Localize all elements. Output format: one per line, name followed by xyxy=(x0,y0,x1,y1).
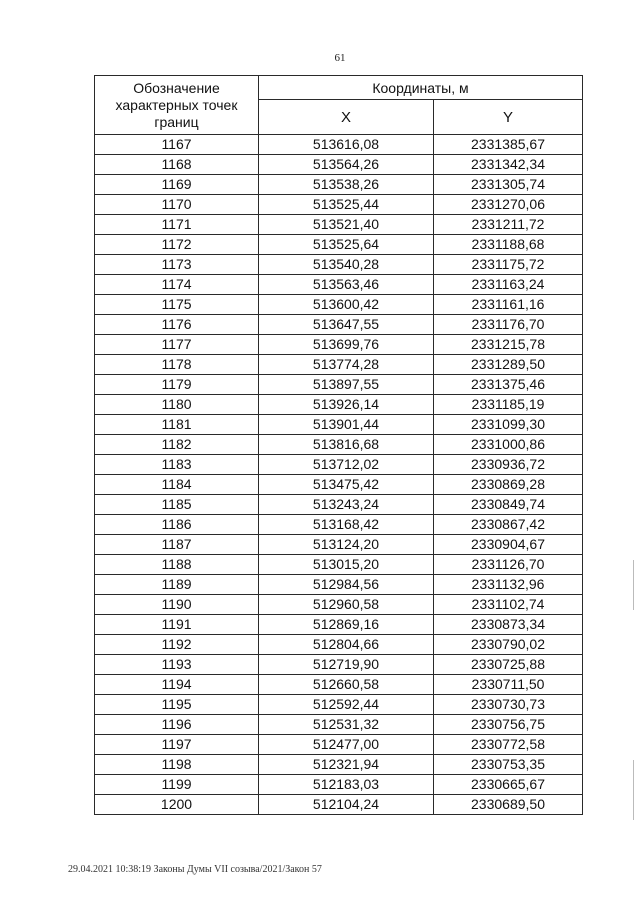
table-row xyxy=(95,495,583,515)
point-column-header: Обозначение характерных точек границ xyxy=(95,76,259,135)
y-coordinate-cell: 2331163,24 xyxy=(434,275,583,295)
table-row xyxy=(95,215,583,235)
point-cell: 1168 xyxy=(95,155,259,175)
table-header xyxy=(95,76,583,135)
point-cell: 1197 xyxy=(95,735,259,755)
table-row xyxy=(95,635,583,655)
x-coordinate-cell: 513243,24 xyxy=(259,495,434,515)
x-coordinate-cell: 513901,44 xyxy=(259,415,434,435)
y-coordinate-cell: 2330869,28 xyxy=(434,475,583,495)
coordinates-table xyxy=(94,75,583,815)
y-coordinate-cell: 2330936,72 xyxy=(434,455,583,475)
point-cell: 1176 xyxy=(95,315,259,335)
y-coordinate-cell: 2330756,75 xyxy=(434,715,583,735)
table-row xyxy=(95,395,583,415)
point-cell: 1169 xyxy=(95,175,259,195)
point-cell: 1172 xyxy=(95,235,259,255)
x-coordinate-cell: 513563,46 xyxy=(259,275,434,295)
y-coordinate-cell: 2331270,06 xyxy=(434,195,583,215)
point-cell: 1173 xyxy=(95,255,259,275)
y-coordinate-cell: 2331342,34 xyxy=(434,155,583,175)
y-column-header: Y xyxy=(434,100,583,135)
y-coordinate-cell: 2331102,74 xyxy=(434,595,583,615)
x-coordinate-cell: 513525,64 xyxy=(259,235,434,255)
table-row xyxy=(95,295,583,315)
point-cell: 1179 xyxy=(95,375,259,395)
point-cell: 1186 xyxy=(95,515,259,535)
y-coordinate-cell: 2331188,68 xyxy=(434,235,583,255)
coordinates-header: Координаты, м xyxy=(259,76,583,100)
point-cell: 1171 xyxy=(95,215,259,235)
y-coordinate-cell: 2330790,02 xyxy=(434,635,583,655)
point-cell: 1193 xyxy=(95,655,259,675)
point-cell: 1187 xyxy=(95,535,259,555)
y-coordinate-cell: 2331176,70 xyxy=(434,315,583,335)
y-coordinate-cell: 2331126,70 xyxy=(434,555,583,575)
point-cell: 1200 xyxy=(95,795,259,815)
y-coordinate-cell: 2330753,35 xyxy=(434,755,583,775)
x-coordinate-cell: 512477,00 xyxy=(259,735,434,755)
y-coordinate-cell: 2331305,74 xyxy=(434,175,583,195)
x-coordinate-cell: 513015,20 xyxy=(259,555,434,575)
x-coordinate-cell: 512660,58 xyxy=(259,675,434,695)
table-row xyxy=(95,335,583,355)
x-coordinate-cell: 512592,44 xyxy=(259,695,434,715)
y-coordinate-cell: 2330711,50 xyxy=(434,675,583,695)
table-row xyxy=(95,755,583,775)
document-footer: 29.04.2021 10:38:19 Законы Думы VII созыва/2021/Закон 57 xyxy=(68,864,322,875)
point-cell: 1191 xyxy=(95,615,259,635)
point-cell: 1174 xyxy=(95,275,259,295)
x-coordinate-cell: 512804,66 xyxy=(259,635,434,655)
table-row xyxy=(95,735,583,755)
point-cell: 1170 xyxy=(95,195,259,215)
table-row xyxy=(95,255,583,275)
y-coordinate-cell: 2330904,67 xyxy=(434,535,583,555)
x-coordinate-cell: 513712,02 xyxy=(259,455,434,475)
x-coordinate-cell: 513564,26 xyxy=(259,155,434,175)
y-coordinate-cell: 2331185,19 xyxy=(434,395,583,415)
point-cell: 1198 xyxy=(95,755,259,775)
y-coordinate-cell: 2330665,67 xyxy=(434,775,583,795)
x-coordinate-cell: 512869,16 xyxy=(259,615,434,635)
point-cell: 1190 xyxy=(95,595,259,615)
x-coordinate-cell: 513521,40 xyxy=(259,215,434,235)
x-coordinate-cell: 512104,24 xyxy=(259,795,434,815)
x-coordinate-cell: 513897,55 xyxy=(259,375,434,395)
table-row xyxy=(95,195,583,215)
table-row xyxy=(95,415,583,435)
point-cell: 1188 xyxy=(95,555,259,575)
table-row xyxy=(95,775,583,795)
x-coordinate-cell: 513475,42 xyxy=(259,475,434,495)
table-row xyxy=(95,435,583,455)
table-row xyxy=(95,675,583,695)
y-coordinate-cell: 2331375,46 xyxy=(434,375,583,395)
point-cell: 1185 xyxy=(95,495,259,515)
point-cell: 1181 xyxy=(95,415,259,435)
y-coordinate-cell: 2331132,96 xyxy=(434,575,583,595)
table-row xyxy=(95,595,583,615)
y-coordinate-cell: 2331175,72 xyxy=(434,255,583,275)
x-coordinate-cell: 513616,08 xyxy=(259,135,434,155)
point-cell: 1199 xyxy=(95,775,259,795)
table-row xyxy=(95,795,583,815)
y-coordinate-cell: 2331385,67 xyxy=(434,135,583,155)
x-coordinate-cell: 513600,42 xyxy=(259,295,434,315)
x-coordinate-cell: 513538,26 xyxy=(259,175,434,195)
x-coordinate-cell: 513540,28 xyxy=(259,255,434,275)
point-cell: 1184 xyxy=(95,475,259,495)
table-row xyxy=(95,455,583,475)
table-row xyxy=(95,515,583,535)
point-cell: 1183 xyxy=(95,455,259,475)
y-coordinate-cell: 2331000,86 xyxy=(434,435,583,455)
y-coordinate-cell: 2330725,88 xyxy=(434,655,583,675)
table-body xyxy=(95,135,583,815)
scan-edge-mark xyxy=(633,760,634,820)
table-row xyxy=(95,235,583,255)
point-cell: 1180 xyxy=(95,395,259,415)
x-coordinate-cell: 513525,44 xyxy=(259,195,434,215)
x-coordinate-cell: 512183,03 xyxy=(259,775,434,795)
x-coordinate-cell: 513647,55 xyxy=(259,315,434,335)
x-coordinate-cell: 513168,42 xyxy=(259,515,434,535)
x-coordinate-cell: 513699,76 xyxy=(259,335,434,355)
table-row xyxy=(95,535,583,555)
x-coordinate-cell: 513124,20 xyxy=(259,535,434,555)
x-coordinate-cell: 512321,94 xyxy=(259,755,434,775)
point-cell: 1196 xyxy=(95,715,259,735)
table-row xyxy=(95,355,583,375)
x-column-header: X xyxy=(259,100,434,135)
table-row xyxy=(95,655,583,675)
x-coordinate-cell: 513926,14 xyxy=(259,395,434,415)
y-coordinate-cell: 2331161,16 xyxy=(434,295,583,315)
y-coordinate-cell: 2331215,78 xyxy=(434,335,583,355)
point-cell: 1177 xyxy=(95,335,259,355)
x-coordinate-cell: 512531,32 xyxy=(259,715,434,735)
point-cell: 1167 xyxy=(95,135,259,155)
table-row xyxy=(95,695,583,715)
page-number: 61 xyxy=(334,52,346,64)
table-row xyxy=(95,715,583,735)
x-coordinate-cell: 512719,90 xyxy=(259,655,434,675)
y-coordinate-cell: 2331289,50 xyxy=(434,355,583,375)
x-coordinate-cell: 513816,68 xyxy=(259,435,434,455)
table-row xyxy=(95,615,583,635)
table-row xyxy=(95,175,583,195)
x-coordinate-cell: 512984,56 xyxy=(259,575,434,595)
x-coordinate-cell: 512960,58 xyxy=(259,595,434,615)
table-row xyxy=(95,315,583,335)
point-cell: 1192 xyxy=(95,635,259,655)
y-coordinate-cell: 2330849,74 xyxy=(434,495,583,515)
table-row xyxy=(95,135,583,155)
scan-edge-mark xyxy=(633,560,634,610)
table-row xyxy=(95,555,583,575)
y-coordinate-cell: 2331099,30 xyxy=(434,415,583,435)
point-cell: 1178 xyxy=(95,355,259,375)
y-coordinate-cell: 2330873,34 xyxy=(434,615,583,635)
table-row xyxy=(95,275,583,295)
point-cell: 1195 xyxy=(95,695,259,715)
y-coordinate-cell: 2330730,73 xyxy=(434,695,583,715)
point-cell: 1189 xyxy=(95,575,259,595)
y-coordinate-cell: 2330772,58 xyxy=(434,735,583,755)
y-coordinate-cell: 2331211,72 xyxy=(434,215,583,235)
point-cell: 1175 xyxy=(95,295,259,315)
point-cell: 1194 xyxy=(95,675,259,695)
table-row xyxy=(95,575,583,595)
point-cell: 1182 xyxy=(95,435,259,455)
table-row xyxy=(95,375,583,395)
y-coordinate-cell: 2330867,42 xyxy=(434,515,583,535)
table-row xyxy=(95,475,583,495)
table-row xyxy=(95,155,583,175)
x-coordinate-cell: 513774,28 xyxy=(259,355,434,375)
y-coordinate-cell: 2330689,50 xyxy=(434,795,583,815)
